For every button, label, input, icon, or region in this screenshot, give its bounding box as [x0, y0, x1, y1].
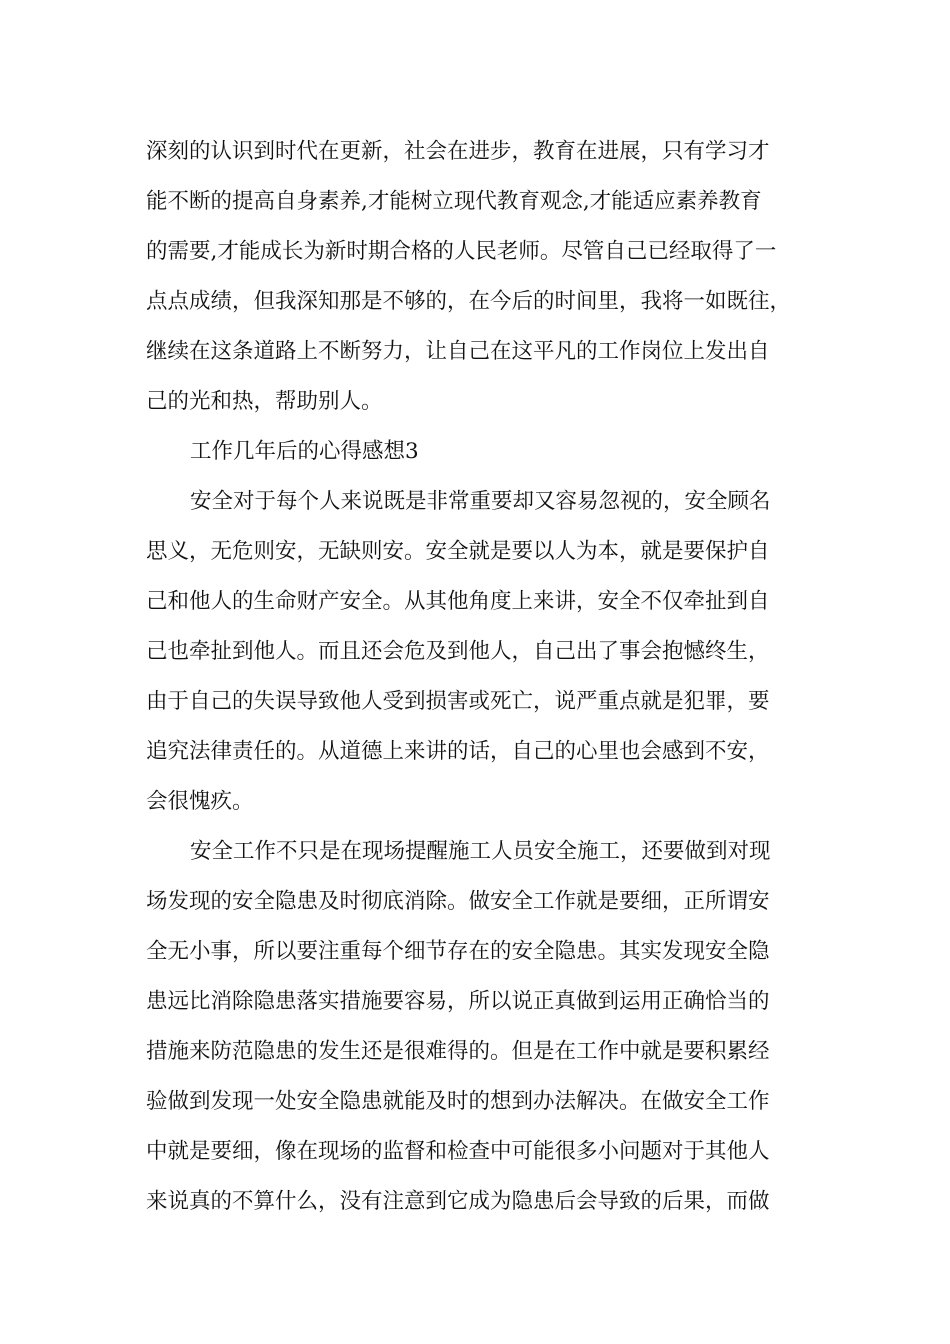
paragraph-line: 继续在这条道路上不断努力，让自己在这平凡的工作岗位上发出自 — [146, 339, 770, 364]
paragraph-line: 措施来防范隐患的发生还是很难得的。但是在工作中就是要积累经 — [146, 1039, 770, 1064]
paragraph-line: 会很愧疚。 — [146, 789, 254, 814]
paragraph-line: 能不断的提高自身素养,才能树立现代教育观念,才能适应素养教育 — [146, 189, 762, 214]
paragraph-line: 思义，无危则安，无缺则安。安全就是要以人为本，就是要保护自 — [146, 539, 770, 564]
paragraph-line: 己也牵扯到他人。而且还会危及到他人，自己出了事会抱憾终生， — [146, 639, 770, 664]
paragraph-line: 场发现的安全隐患及时彻底消除。做安全工作就是要细，正所谓安 — [146, 889, 770, 914]
paragraph-line: 追究法律责任的。从道德上来讲的话，自己的心里也会感到不安， — [146, 739, 770, 764]
section-heading: 工作几年后的心得感想3 — [190, 439, 419, 464]
paragraph-line: 中就是要细，像在现场的监督和检查中可能很多小问题对于其他人 — [146, 1139, 770, 1164]
paragraph-line: 己和他人的生命财产安全。从其他角度上来讲，安全不仅牵扯到自 — [146, 589, 770, 614]
paragraph-line: 己的光和热，帮助别人。 — [146, 389, 383, 414]
paragraph-line: 患远比消除隐患落实措施要容易，所以说正真做到运用正确恰当的 — [146, 989, 770, 1014]
paragraph-line: 验做到发现一处安全隐患就能及时的想到办法解决。在做安全工作 — [146, 1089, 770, 1114]
paragraph-line: 深刻的认识到时代在更新，社会在进步，教育在进展，只有学习才 — [146, 139, 770, 164]
paragraph-line: 全无小事，所以要注重每个细节存在的安全隐患。其实发现安全隐 — [146, 939, 770, 964]
paragraph-line: 安全对于每个人来说既是非常重要却又容易忽视的，安全顾名 — [190, 489, 771, 514]
paragraph-line: 点点成绩，但我深知那是不够的，在今后的时间里，我将一如既往， — [146, 289, 792, 314]
paragraph-line: 安全工作不只是在现场提醒施工人员安全施工，还要做到对现 — [190, 839, 771, 864]
paragraph-line: 的需要,才能成长为新时期合格的人民老师。尽管自己已经取得了一 — [146, 239, 777, 264]
paragraph-line: 由于自己的失误导致他人受到损害或死亡，说严重点就是犯罪，要 — [146, 689, 770, 714]
paragraph-line: 来说真的不算什么，没有注意到它成为隐患后会导致的后果，而做 — [146, 1189, 770, 1214]
